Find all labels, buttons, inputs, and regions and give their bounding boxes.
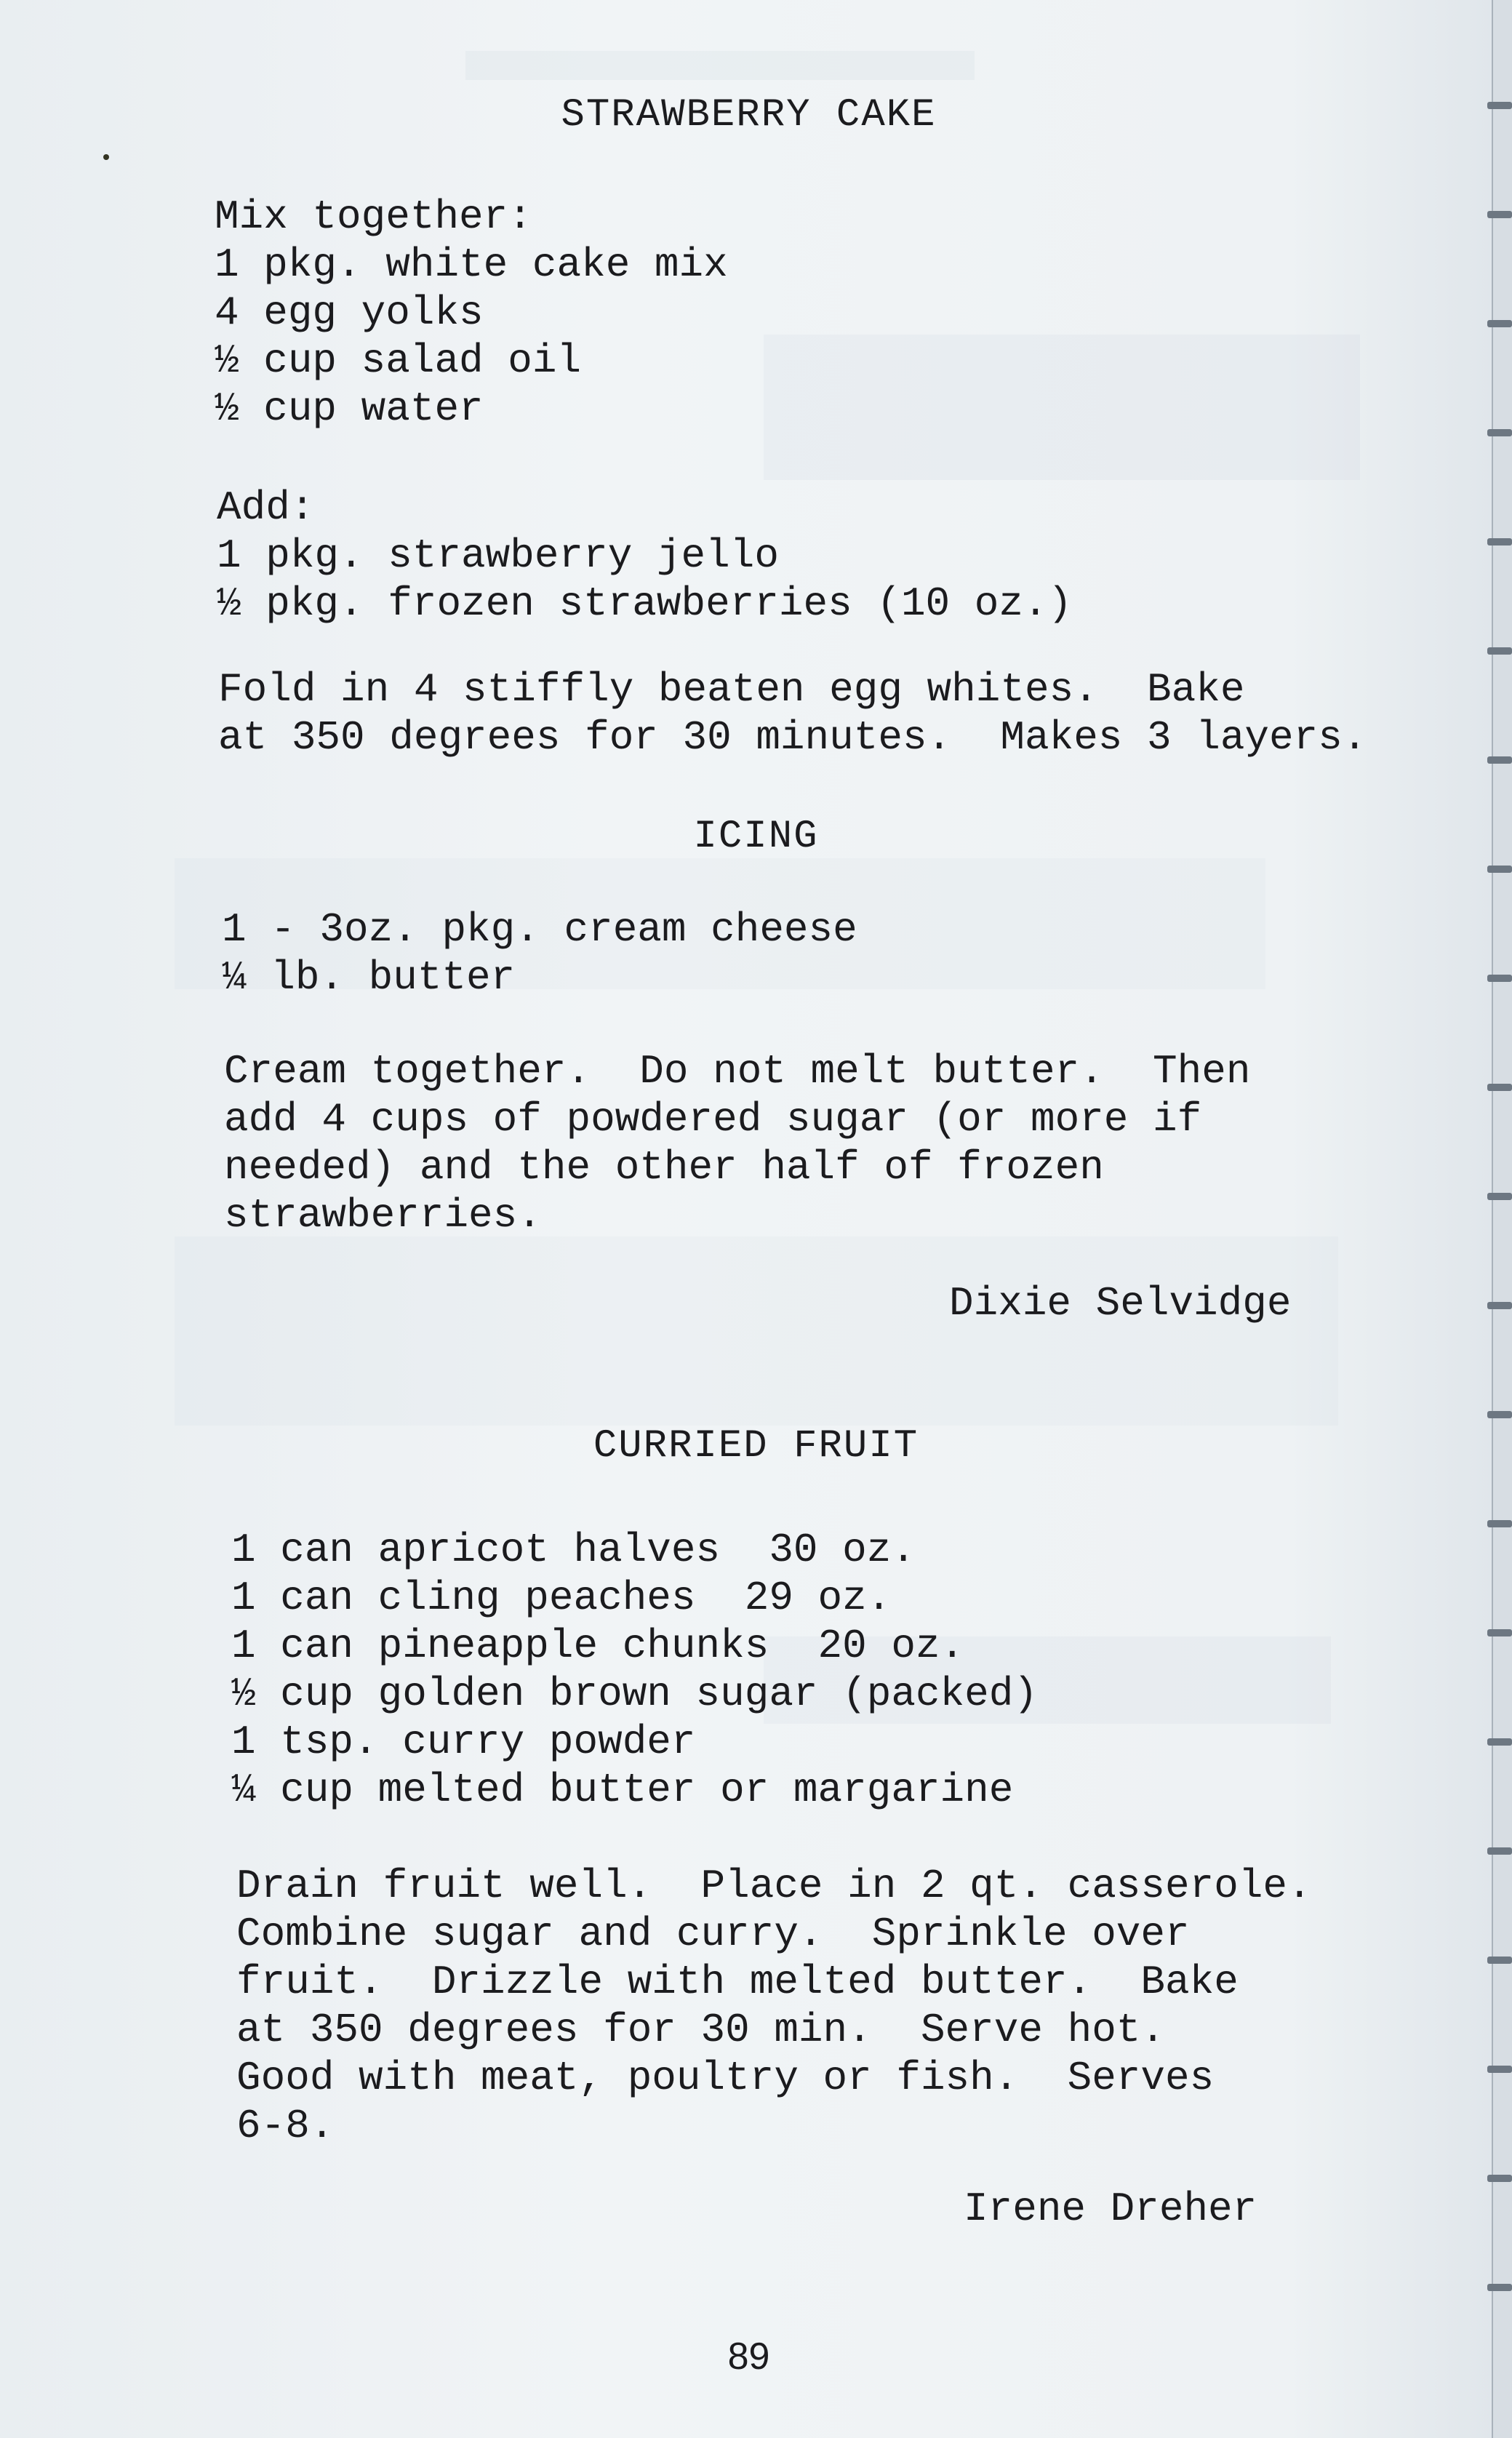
author-dixie-selvidge: Dixie Selvidge	[949, 1280, 1292, 1327]
add-heading: Add:	[217, 484, 315, 531]
curried-fruit-instructions	[236, 1862, 1312, 2150]
ingredient: 1 can cling peaches 29 oz.	[231, 1575, 892, 1621]
ingredient: 1 - 3oz. pkg. cream cheese	[222, 906, 857, 953]
instruction-line: Cream together. Do not melt butter. Then	[224, 1048, 1251, 1095]
ink-fleck	[103, 154, 109, 160]
mix-heading: Mix together:	[215, 193, 532, 240]
instruction-line: 6-8.	[236, 2103, 335, 2149]
instruction-line: at 350 degrees for 30 min. Serve hot.	[236, 2007, 1166, 2053]
recipe-title-strawberry-cake: STRAWBERRY CAKE	[561, 93, 937, 137]
ingredient: ½ pkg. frozen strawberries (10 oz.)	[217, 580, 1073, 627]
bleed-through-texture-2	[764, 335, 1360, 480]
ingredient: ½ cup water	[215, 385, 484, 432]
instruction-line: needed) and the other half of frozen	[224, 1144, 1104, 1191]
instruction-line: Drain fruit well. Place in 2 qt. casserole.	[236, 1863, 1312, 1909]
icing-title: ICING	[693, 815, 819, 859]
instruction-line: Fold in 4 stiffly beaten egg whites. Bake	[218, 666, 1245, 713]
fold-instructions	[218, 666, 1367, 762]
instruction-line: Combine sugar and curry. Sprinkle over	[236, 1911, 1190, 1957]
icing-instructions	[224, 1047, 1250, 1239]
instruction-line: add 4 cups of powdered sugar (or more if	[224, 1096, 1202, 1143]
add-list	[217, 484, 1072, 628]
page-number: 89	[727, 2335, 770, 2378]
instruction-line: at 350 degrees for 30 minutes. Makes 3 layers.	[218, 714, 1367, 761]
ingredient: 1 pkg. strawberry jello	[217, 532, 779, 579]
icing-ingredients	[222, 906, 857, 1002]
bleed-through-texture	[465, 51, 975, 80]
instruction-line: Good with meat, poultry or fish. Serves	[236, 2055, 1215, 2101]
instruction-line: strawberries.	[224, 1192, 542, 1239]
bleed-through-texture-4	[175, 1236, 1338, 1426]
mix-together-list	[215, 193, 728, 433]
author-irene-dreher: Irene Dreher	[964, 2186, 1257, 2232]
ingredient: ½ cup salad oil	[215, 337, 582, 384]
curried-fruit-ingredients	[231, 1526, 1038, 1814]
ingredient: 1 can pineapple chunks 20 oz.	[231, 1623, 965, 1669]
ingredient: ¼ cup melted butter or margarine	[231, 1767, 1014, 1813]
instruction-line: fruit. Drizzle with melted butter. Bake	[236, 1959, 1239, 2005]
ingredient: 1 pkg. white cake mix	[215, 241, 728, 288]
recipe-title-curried-fruit: CURRIED FRUIT	[593, 1424, 919, 1468]
ingredient: ¼ lb. butter	[222, 954, 516, 1001]
ingredient: 1 can apricot halves 30 oz.	[231, 1527, 916, 1573]
ingredient: 1 tsp. curry powder	[231, 1719, 696, 1765]
ingredient: ½ cup golden brown sugar (packed)	[231, 1671, 1038, 1717]
ingredient: 4 egg yolks	[215, 289, 484, 336]
